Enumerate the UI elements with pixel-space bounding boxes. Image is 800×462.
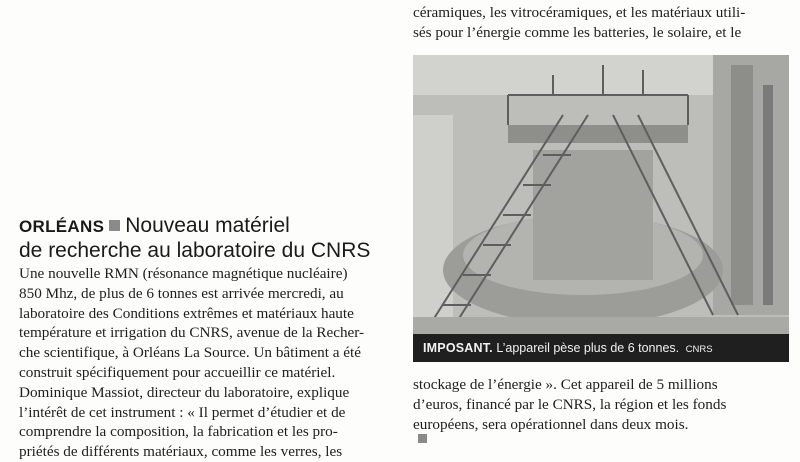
end-of-article-icon [418, 434, 427, 443]
headline-title-2: de recherche au laboratoire du CNRS [19, 239, 371, 262]
text-line: européens, sera opérationnel dans deux mois. [413, 415, 689, 433]
text-line: température et irrigation du CNRS, avenue de la Recher- [19, 324, 365, 342]
caption-lead: IMPOSANT. [423, 341, 493, 355]
text-line: construit spécifiquement pour accueillir ce matériel. [19, 363, 336, 381]
text-line: sés pour l’énergie comme les batteries, le solaire, et le [413, 24, 742, 41]
text-line: che scientifique, à Orléans La Source. Un bâtiment a été [19, 344, 362, 362]
photo-caption [413, 334, 789, 362]
article-body-right [413, 375, 789, 443]
text-line: priétés de différents matériaux, comme les verres, les [19, 443, 343, 461]
article-body-left [19, 264, 393, 462]
text-line: Dominique Massiot, directeur du laboratoire, explique [19, 383, 350, 401]
text-line: Une nouvelle RMN (résonance magnétique nucléaire) [19, 265, 348, 282]
text-line-last [413, 415, 789, 444]
article-continuation-top [413, 3, 789, 43]
headline-title-1: Nouveau matériel [125, 214, 290, 237]
text-line: l’intérêt de cet instrument : « Il permet d’étudier et de [19, 403, 346, 421]
text-line: céramiques, les vitrocéramiques, et les matériaux utili- [413, 4, 746, 21]
article-headline [19, 214, 399, 263]
text-line: laboratoire des Conditions extrêmes et matériaux haute [19, 304, 354, 322]
headline-line-1 [19, 214, 399, 239]
article-photo [413, 55, 789, 362]
square-bullet-icon [109, 220, 120, 231]
dateline-place: ORLÉANS [19, 217, 105, 236]
caption-text: L’appareil pèse plus de 6 tonnes. [496, 341, 680, 355]
text-line: d’euros, financé par le CNRS, la région et les fonds [413, 395, 727, 413]
text-line: stockage de l’énergie ». Cet appareil de 5 millions [413, 376, 718, 393]
text-line: comprendre la composition, la fabrication et les pro- [19, 423, 338, 441]
nmr-machine-photo [413, 55, 789, 362]
text-line: 850 Mhz, de plus de 6 tonnes est arrivée mercredi, au [19, 284, 344, 302]
photo-credit: CNRS [685, 344, 713, 355]
